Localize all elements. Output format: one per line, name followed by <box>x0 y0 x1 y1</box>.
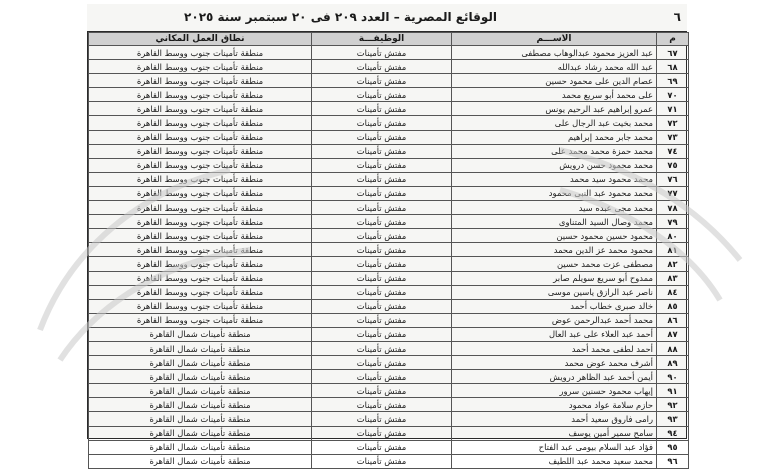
employees-table-container <box>87 31 687 467</box>
employees-table <box>88 32 689 469</box>
employee-name: محمد وصال السيد المتناوى <box>452 215 657 229</box>
work-area: منطقة تأمينات جنوب ووسط القاهرة <box>89 299 312 313</box>
job-title: مفتش تأمينات <box>312 412 452 426</box>
job-title: مفتش تأمينات <box>312 243 452 257</box>
table-row <box>89 454 689 468</box>
table-row <box>89 158 689 172</box>
row-index: ٩١ <box>657 384 689 398</box>
work-area: منطقة تأمينات جنوب ووسط القاهرة <box>89 116 312 130</box>
row-index: ٧٣ <box>657 130 689 144</box>
employee-name: خالد صبرى خطاب أحمد <box>452 299 657 313</box>
row-index: ٨٣ <box>657 271 689 285</box>
table-body <box>89 46 689 469</box>
job-title: مفتش تأمينات <box>312 384 452 398</box>
header-area: نطاق العمل المكاني <box>89 33 312 46</box>
header-index: م <box>657 33 689 46</box>
employee-name: محمد مجى عبده سيد <box>452 201 657 215</box>
job-title: مفتش تأمينات <box>312 172 452 186</box>
employee-name: ناصر عبد الرازق ياسين موسى <box>452 285 657 299</box>
table-row <box>89 46 689 60</box>
row-index: ٩٣ <box>657 412 689 426</box>
employee-name: على محمد أبو سريع محمد <box>452 88 657 102</box>
table-row <box>89 327 689 341</box>
row-index: ٦٧ <box>657 46 689 60</box>
employee-name: أحمد عبد العلاء على عبد العال <box>452 327 657 341</box>
employee-name: محمود محمد عز الدين محمد <box>452 243 657 257</box>
job-title: مفتش تأمينات <box>312 60 452 74</box>
table-row <box>89 215 689 229</box>
employee-name: رامى فاروق سعيد أحمد <box>452 412 657 426</box>
work-area: منطقة تأمينات جنوب ووسط القاهرة <box>89 102 312 116</box>
row-index: ٧٦ <box>657 172 689 186</box>
table-row <box>89 172 689 186</box>
work-area: منطقة تأمينات شمال القاهرة <box>89 412 312 426</box>
row-index: ٨٠ <box>657 229 689 243</box>
row-index: ٩٤ <box>657 426 689 440</box>
table-row <box>89 299 689 313</box>
table-row <box>89 130 689 144</box>
table-row <box>89 88 689 102</box>
employee-name: حازم سلامة عواد محمود <box>452 398 657 412</box>
row-index: ٧٨ <box>657 201 689 215</box>
table-row <box>89 74 689 88</box>
work-area: منطقة تأمينات جنوب ووسط القاهرة <box>89 257 312 271</box>
work-area: منطقة تأمينات شمال القاهرة <box>89 356 312 370</box>
employee-name: أشرف محمد عوض محمد <box>452 356 657 370</box>
work-area: منطقة تأمينات جنوب ووسط القاهرة <box>89 271 312 285</box>
work-area: منطقة تأمينات شمال القاهرة <box>89 327 312 341</box>
job-title: مفتش تأمينات <box>312 271 452 285</box>
employee-name: محمد حمزة محمد محمد على <box>452 144 657 158</box>
work-area: منطقة تأمينات جنوب ووسط القاهرة <box>89 60 312 74</box>
table-row <box>89 201 689 215</box>
table-row <box>89 60 689 74</box>
employee-name: مصطفى عزت محمد حسين <box>452 257 657 271</box>
employee-name: محمد سعيد محمد عبد اللطيف <box>452 454 657 468</box>
row-index: ٨٨ <box>657 341 689 355</box>
header-job: الوظيفـــة <box>312 33 452 46</box>
employee-name: عبد الله محمد رشاد عبدالله <box>452 60 657 74</box>
table-row <box>89 370 689 384</box>
row-index: ٩٢ <box>657 398 689 412</box>
gazette-title: الوقائع المصرية – العدد ٢٠٩ فى ٢٠ سبتمبر سنة ٢٠٢٥ <box>184 10 497 24</box>
employee-name: محمد جابر محمد إبراهيم <box>452 130 657 144</box>
table-row <box>89 257 689 271</box>
job-title: مفتش تأمينات <box>312 356 452 370</box>
table-row <box>89 271 689 285</box>
employee-name: محمد بخيت عبد الرجال على <box>452 116 657 130</box>
table-row <box>89 116 689 130</box>
work-area: منطقة تأمينات جنوب ووسط القاهرة <box>89 313 312 327</box>
employee-name: محمد محمود سيد محمد <box>452 172 657 186</box>
job-title: مفتش تأمينات <box>312 299 452 313</box>
row-index: ٨٥ <box>657 299 689 313</box>
work-area: منطقة تأمينات شمال القاهرة <box>89 440 312 454</box>
table-row <box>89 341 689 355</box>
table-row <box>89 243 689 257</box>
table-row <box>89 144 689 158</box>
work-area: منطقة تأمينات جنوب ووسط القاهرة <box>89 46 312 60</box>
job-title: مفتش تأمينات <box>312 158 452 172</box>
employee-name: محمود حسين محمود حسين <box>452 229 657 243</box>
work-area: منطقة تأمينات جنوب ووسط القاهرة <box>89 243 312 257</box>
job-title: مفتش تأمينات <box>312 116 452 130</box>
job-title: مفتش تأمينات <box>312 313 452 327</box>
work-area: منطقة تأمينات جنوب ووسط القاهرة <box>89 215 312 229</box>
row-index: ٦٨ <box>657 60 689 74</box>
employee-name: محمد محمود حسن درويش <box>452 158 657 172</box>
work-area: منطقة تأمينات جنوب ووسط القاهرة <box>89 144 312 158</box>
employee-name: محمد محمود عبد النبى محمود <box>452 186 657 200</box>
row-index: ٧٩ <box>657 215 689 229</box>
job-title: مفتش تأمينات <box>312 144 452 158</box>
row-index: ٩٦ <box>657 454 689 468</box>
employee-name: عبد العزيز محمود عبدالوهاب مصطفى <box>452 46 657 60</box>
work-area: منطقة تأمينات شمال القاهرة <box>89 341 312 355</box>
employee-name: عصام الدين على محمود حسين <box>452 74 657 88</box>
job-title: مفتش تأمينات <box>312 74 452 88</box>
job-title: مفتش تأمينات <box>312 130 452 144</box>
table-row <box>89 186 689 200</box>
row-index: ٨٢ <box>657 257 689 271</box>
row-index: ٨٦ <box>657 313 689 327</box>
row-index: ٧٠ <box>657 88 689 102</box>
work-area: منطقة تأمينات شمال القاهرة <box>89 370 312 384</box>
row-index: ٨١ <box>657 243 689 257</box>
row-index: ٨٧ <box>657 327 689 341</box>
work-area: منطقة تأمينات شمال القاهرة <box>89 454 312 468</box>
row-index: ٧٧ <box>657 186 689 200</box>
table-row <box>89 313 689 327</box>
job-title: مفتش تأمينات <box>312 201 452 215</box>
work-area: منطقة تأمينات شمال القاهرة <box>89 426 312 440</box>
row-index: ٨٩ <box>657 356 689 370</box>
row-index: ٩٠ <box>657 370 689 384</box>
work-area: منطقة تأمينات شمال القاهرة <box>89 398 312 412</box>
work-area: منطقة تأمينات جنوب ووسط القاهرة <box>89 74 312 88</box>
row-index: ٩٥ <box>657 440 689 454</box>
document-page <box>87 4 687 467</box>
job-title: مفتش تأمينات <box>312 46 452 60</box>
table-row <box>89 102 689 116</box>
row-index: ٧٤ <box>657 144 689 158</box>
row-index: ٧٥ <box>657 158 689 172</box>
employee-name: فؤاد عبد السلام بيومى عبد الفتاح <box>452 440 657 454</box>
employee-name: أحمد لطفى محمد أحمد <box>452 341 657 355</box>
employee-name: محمد أحمد عبدالرحمن عوض <box>452 313 657 327</box>
table-header-row <box>89 33 689 46</box>
row-index: ٧١ <box>657 102 689 116</box>
employee-name: عمرو إبراهيم عبد الرحيم يونس <box>452 102 657 116</box>
employee-name: ممدوح أبو سريع سويلم صابر <box>452 271 657 285</box>
job-title: مفتش تأمينات <box>312 229 452 243</box>
row-index: ٧٢ <box>657 116 689 130</box>
table-row <box>89 285 689 299</box>
employee-name: سامح سمير أمين يوسف <box>452 426 657 440</box>
work-area: منطقة تأمينات جنوب ووسط القاهرة <box>89 88 312 102</box>
page-header <box>87 6 687 30</box>
work-area: منطقة تأمينات شمال القاهرة <box>89 384 312 398</box>
job-title: مفتش تأمينات <box>312 426 452 440</box>
work-area: منطقة تأمينات جنوب ووسط القاهرة <box>89 229 312 243</box>
job-title: مفتش تأمينات <box>312 341 452 355</box>
job-title: مفتش تأمينات <box>312 440 452 454</box>
job-title: مفتش تأمينات <box>312 215 452 229</box>
work-area: منطقة تأمينات جنوب ووسط القاهرة <box>89 158 312 172</box>
job-title: مفتش تأمينات <box>312 285 452 299</box>
work-area: منطقة تأمينات جنوب ووسط القاهرة <box>89 130 312 144</box>
employee-name: إيهاب محمود حسنين سرور <box>452 384 657 398</box>
table-row <box>89 356 689 370</box>
work-area: منطقة تأمينات جنوب ووسط القاهرة <box>89 186 312 200</box>
job-title: مفتش تأمينات <box>312 88 452 102</box>
work-area: منطقة تأمينات جنوب ووسط القاهرة <box>89 285 312 299</box>
job-title: مفتش تأمينات <box>312 186 452 200</box>
table-row <box>89 412 689 426</box>
page-number: ٦ <box>673 10 681 24</box>
employee-name: أيمن أحمد عبد الظاهر درويش <box>452 370 657 384</box>
work-area: منطقة تأمينات جنوب ووسط القاهرة <box>89 201 312 215</box>
header-name: الاســـم <box>452 33 657 46</box>
table-row <box>89 229 689 243</box>
table-row <box>89 426 689 440</box>
job-title: مفتش تأمينات <box>312 454 452 468</box>
job-title: مفتش تأمينات <box>312 102 452 116</box>
row-index: ٦٩ <box>657 74 689 88</box>
table-row <box>89 440 689 454</box>
work-area: منطقة تأمينات جنوب ووسط القاهرة <box>89 172 312 186</box>
job-title: مفتش تأمينات <box>312 370 452 384</box>
job-title: مفتش تأمينات <box>312 398 452 412</box>
table-row <box>89 384 689 398</box>
job-title: مفتش تأمينات <box>312 327 452 341</box>
table-row <box>89 398 689 412</box>
row-index: ٨٤ <box>657 285 689 299</box>
job-title: مفتش تأمينات <box>312 257 452 271</box>
